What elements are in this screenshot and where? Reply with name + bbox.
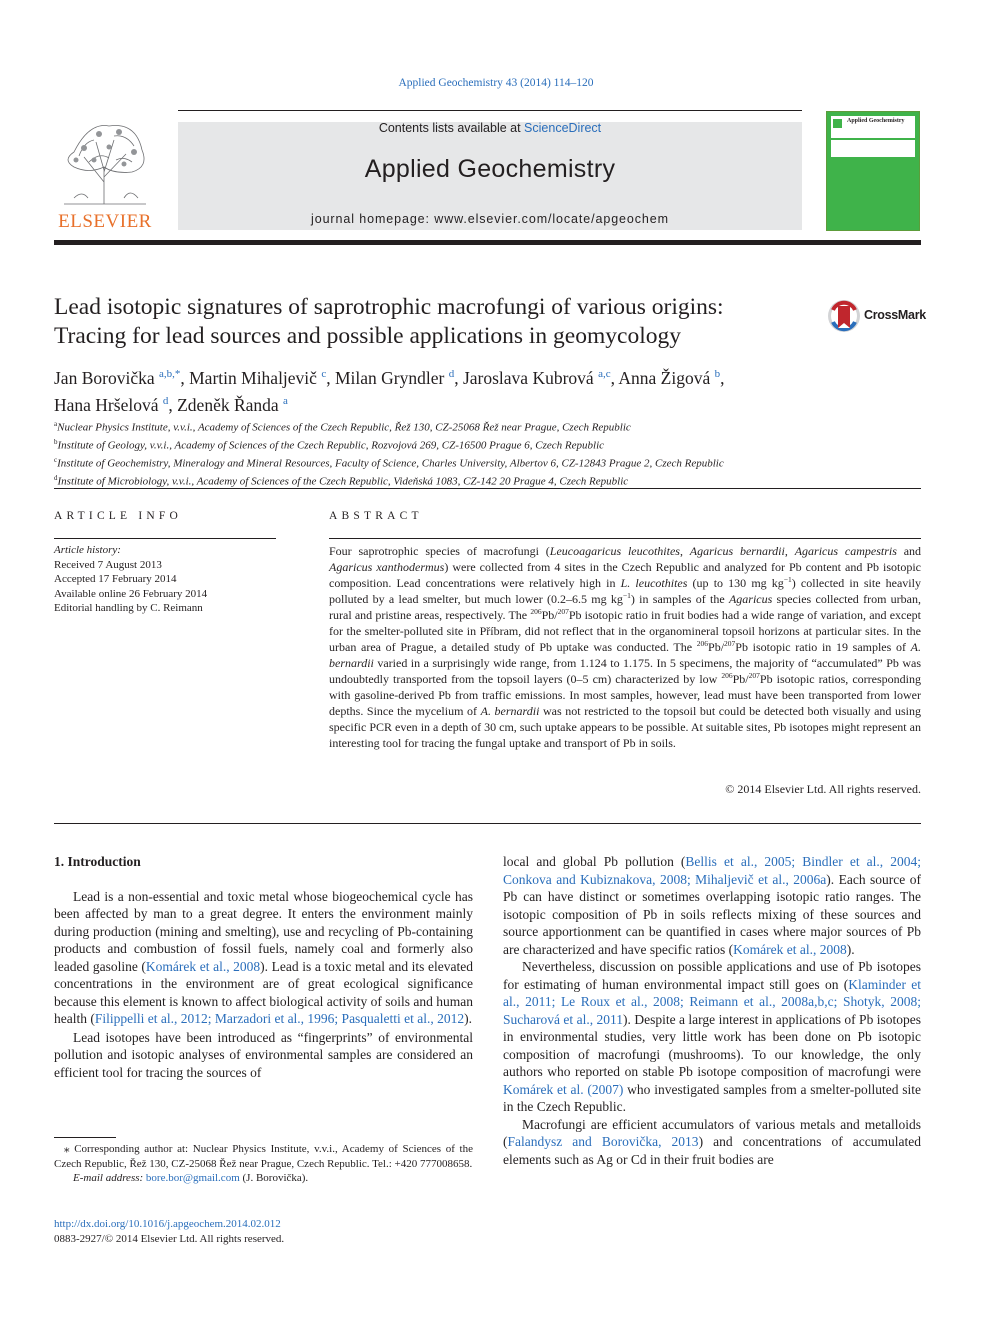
abstract-copyright: © 2014 Elsevier Ltd. All rights reserved. bbox=[725, 782, 921, 796]
cover-band bbox=[831, 140, 915, 157]
issn-line: 0883-2927/© 2014 Elsevier Ltd. All rights reserved. bbox=[54, 1232, 285, 1245]
paragraph: Nevertheless, discussion on possible applications and use of Pb isotopes for estimating of human environmental impact still goes on (Klaminder et al., 2011; Le Roux et al., 2008; Reimann et al., 2008a,b,c; Shotyk, 2008; Sucharová et al., 2011). Despite a large interest in applications of Pb isotopes in environmental studies, very little work has been done on Pb isotopic composition of macrofungi (mushrooms). To our knowledge, the only authors who reported on stable Pb isotope composition of macrofungi were Komárek et al. (2007) who investigated samples from a smelter-polluted site in the Czech Republic. bbox=[503, 959, 922, 1114]
received-date: Received 7 August 2013 bbox=[54, 558, 162, 571]
citation-link[interactable]: Komárek et al., 2008 bbox=[145, 958, 261, 974]
author-affiliation-ref[interactable]: a,b,* bbox=[158, 368, 181, 380]
affiliation-item: $^b$Institute of Geology, v.v.i., Academy of Sciences of the Czech Republic, Rozvojová 269, CZ-16500 Prague 6, Czech Republic bbox=[54, 438, 605, 452]
article-info-heading: ARTICLE INFO bbox=[54, 510, 182, 522]
title-line-1: Lead isotopic signatures of saprotrophic macrofungi of various origins: bbox=[54, 294, 724, 320]
paragraph: Macrofungi are efficient accumulators of various metals and metalloids (Falandysz and Borovička, 2013) and concentrations of accumulated elements such as Ag or Cd in their fruit bodies are bbox=[503, 1116, 922, 1167]
title-line-2: Tracing for lead sources and possible applications in geomycology bbox=[54, 323, 681, 349]
author-affiliation-ref[interactable]: a,c bbox=[598, 368, 611, 380]
contents-line bbox=[178, 121, 802, 135]
article-history bbox=[54, 543, 276, 616]
cover-title-band bbox=[831, 116, 915, 138]
paragraph: local and global Pb pollution (Bellis et al., 2005; Bindler et al., 2004; Conkova and Kubiznakova, 2008; Mihaljevič et al., 2006a). Each source of Pb can have distinct or sometimes overlapping isotopic ratio ranges. The isotopic composition of Pb in soils reflects mixing of these sources and source apportionment can be quantified in cases where major sources of Pb are characterized and have specific ratios (Komárek et al., 2008). bbox=[503, 854, 922, 957]
author-affiliation-ref[interactable]: a bbox=[283, 394, 288, 407]
contents-prefix: Contents lists available at bbox=[378, 121, 525, 135]
abstract-heading: ABSTRACT bbox=[329, 510, 423, 522]
doi-block bbox=[54, 1217, 284, 1246]
journal-citation[interactable]: Applied Geochemistry 43 (2014) 114–120 bbox=[398, 77, 594, 89]
affiliations bbox=[54, 417, 924, 490]
history-label: Article history: bbox=[54, 544, 121, 556]
citation-link[interactable]: Komárek et al., 2008 bbox=[733, 941, 847, 957]
article-info-rule bbox=[54, 538, 276, 539]
author-affiliation-ref[interactable]: d bbox=[162, 394, 169, 407]
section-heading: 1. Introduction bbox=[54, 854, 141, 869]
author-affiliation-ref[interactable]: c bbox=[321, 368, 327, 380]
editorial-handling: Editorial handling by C. Reimann bbox=[54, 602, 203, 614]
header-bottom-rule bbox=[54, 240, 921, 245]
abstract-text: Four saprotrophic species of macrofungi (Leucoagaricus leucothites, Agaricus bernardii, Agaricus campestris and Agaricus xanthodermus) were collected from 4 sites in the Czech Republic and analyzed for Pb content and Pb isotopic composition. Lead concentrations were relatively high in L. leucothites (up to 130 mg $kg^{-1}$) collected in site heavily polluted by a lead smelter, but much lower (0.2–6.5 mg $kg^{-1}$) in samples of the Agaricus species collected from urban, rural and pristine areas, respectively. The $^{206}$Pb/$^{207}$Pb isotopic ratio in fruit bodies had a wide range of variation, and except for the smelter-polluted site in Příbram, did not reflect that in the organomineral topsoil horizons at particular sites. In the urban area of Prague, a detailed study of Pb uptake was conducted. The $^{206}$Pb/$^{207}$Pb isotopic ratio in 19 samples of A. bernardii varied in a surprisingly wide range, from 1.124 to 1.175. In 5 specimens, the majority of “accumulated” Pb was undoubtedly transported from the topsoil layers (0–5 cm) characterized by low $^{206}$Pb/$^{207}$Pb isotopic ratios, corresponding with gasoline-derived Pb from traffic emissions. In most samples, however, lead must have been transported from lower depths. Since the mycelium of A. bernardii was not restricted to the topsoil but could be detected both visually and using specific PCR even in a depth of 30 cm, such uptake appears to be possible. At suitable sites, Pb isotopes might represent an interesting tool for tracing the fungal uptake and transport of Pb in soils. bbox=[329, 544, 922, 750]
affiliation-item: $^a$Nuclear Physics Institute, v.v.i., Academy of Sciences of the Czech Republic, Řež 130, CZ-25068 Řež near Prague, Czech Republic bbox=[54, 420, 631, 434]
author: Jan Borovička $^{a,b,*}$, bbox=[54, 367, 190, 388]
accepted-date: Accepted 17 February 2014 bbox=[54, 573, 177, 585]
abstract-rule bbox=[329, 538, 921, 539]
author: Milan Gryndler $^d$, bbox=[334, 367, 463, 388]
doi-link[interactable]: http://dx.doi.org/10.1016/j.apgeochem.2014.02.012 bbox=[54, 1218, 281, 1230]
paragraph: Lead isotopes have been introduced as “fingerprints” of environmental pollution and isotopic analyses of environmental samples are considered an efficient tool for tracing the sources of bbox=[54, 1029, 473, 1080]
author: Martin Mihaljevič $^c$, bbox=[189, 367, 335, 388]
affiliation-item: $^d$Institute of Microbiology, v.v.i., Academy of Sciences of the Czech Republic, Videňská 1083, CZ-142 20 Prague 4, Czech Republic bbox=[54, 474, 629, 489]
citation-link[interactable]: Bellis et al., 2005; Bindler et al., 2004; Conkova and Kubiznakova, 2008; Mihaljevič et al., 2006a bbox=[503, 854, 922, 887]
paragraph: Lead is a non-essential and toxic metal whose biogeochemical cycle has been affected by man to a great degree. It enters the environment mainly during production (mining and smelting), use and recycling of Pb-containing products and combustion of fossil fuels, namely coal and formerly also leaded gasoline (Komárek et al., 2008). Lead is a toxic metal and its elevated concentrations in the environment are of great ecological significance because this element is known to affect biological activity of soils and human health (Filippelli et al., 2012; Marzadori et al., 1996; Pasqualetti et al., 2012). bbox=[54, 888, 473, 1026]
elsevier-wordmark: ELSEVIER bbox=[58, 211, 152, 232]
affiliation-item: $^c$Institute of Geochemistry, Mineralogy and Mineral Resources, Faculty of Science, Charles University, Albertov 6, CZ-12843 Prague 2, Czech Republic bbox=[54, 456, 724, 470]
intro-left-column bbox=[54, 853, 473, 1081]
cover-title: Applied Geochemistry bbox=[847, 118, 905, 124]
email-link[interactable]: bore.bor@gmail.com bbox=[145, 1172, 240, 1184]
abstract-bottom-rule bbox=[54, 823, 921, 824]
citation-link[interactable]: Klaminder et al., 2011; Le Roux et al., 2008; Reimann et al., 2008a,b,c; Shotyk, 2008; Sucharová et al., 2011 bbox=[503, 976, 921, 1027]
header-top-rule bbox=[178, 110, 802, 111]
crossmark-label[interactable]: CrossMark bbox=[864, 308, 926, 322]
sciencedirect-link[interactable]: ScienceDirect bbox=[524, 121, 602, 135]
journal-cover bbox=[826, 111, 920, 231]
online-date: Available online 26 February 2014 bbox=[54, 587, 208, 600]
journal-name: Applied Geochemistry bbox=[364, 155, 616, 183]
citation-link[interactable]: Filippelli et al., 2012; Marzadori et al., 1996; Pasqualetti et al., 2012 bbox=[94, 1011, 465, 1026]
crossmark-icon[interactable] bbox=[826, 298, 862, 334]
author-list bbox=[54, 363, 924, 417]
intro-right-column bbox=[503, 853, 921, 1168]
affiliations-rule bbox=[54, 488, 921, 489]
author: Hana Hršelová $^d$, bbox=[54, 394, 178, 415]
footnote-rule bbox=[54, 1137, 116, 1138]
citation-link[interactable]: Falandysz and Borovička, 2013 bbox=[507, 1134, 699, 1149]
author-affiliation-ref[interactable]: b bbox=[714, 368, 721, 380]
author-affiliation-ref[interactable]: d bbox=[448, 368, 455, 380]
author: Anna Žigová $^b$, bbox=[618, 367, 725, 388]
corresponding-author-note: ⁎ Corresponding author at: Nuclear Physics Institute, v.v.i., Academy of Sciences of the Czech Republic, Řež 130, CZ-25068 Řež near Prague, Czech Republic. Tel.: +420 777008658. E-mail address: bore.bor@gmail.com (J. Borovička). bbox=[54, 1143, 473, 1184]
author: Jaroslava Kubrová $^{a,c}$, bbox=[462, 367, 619, 388]
elsevier-tree-logo bbox=[54, 112, 156, 210]
citation-link[interactable]: Komárek et al. (2007) bbox=[503, 1081, 624, 1097]
author: Zdeněk Řanda $^a$ bbox=[177, 394, 288, 415]
article-title bbox=[54, 293, 814, 351]
journal-homepage[interactable]: journal homepage: www.elsevier.com/locate/apgeochem bbox=[311, 212, 669, 226]
cover-logo-icon bbox=[833, 119, 842, 128]
